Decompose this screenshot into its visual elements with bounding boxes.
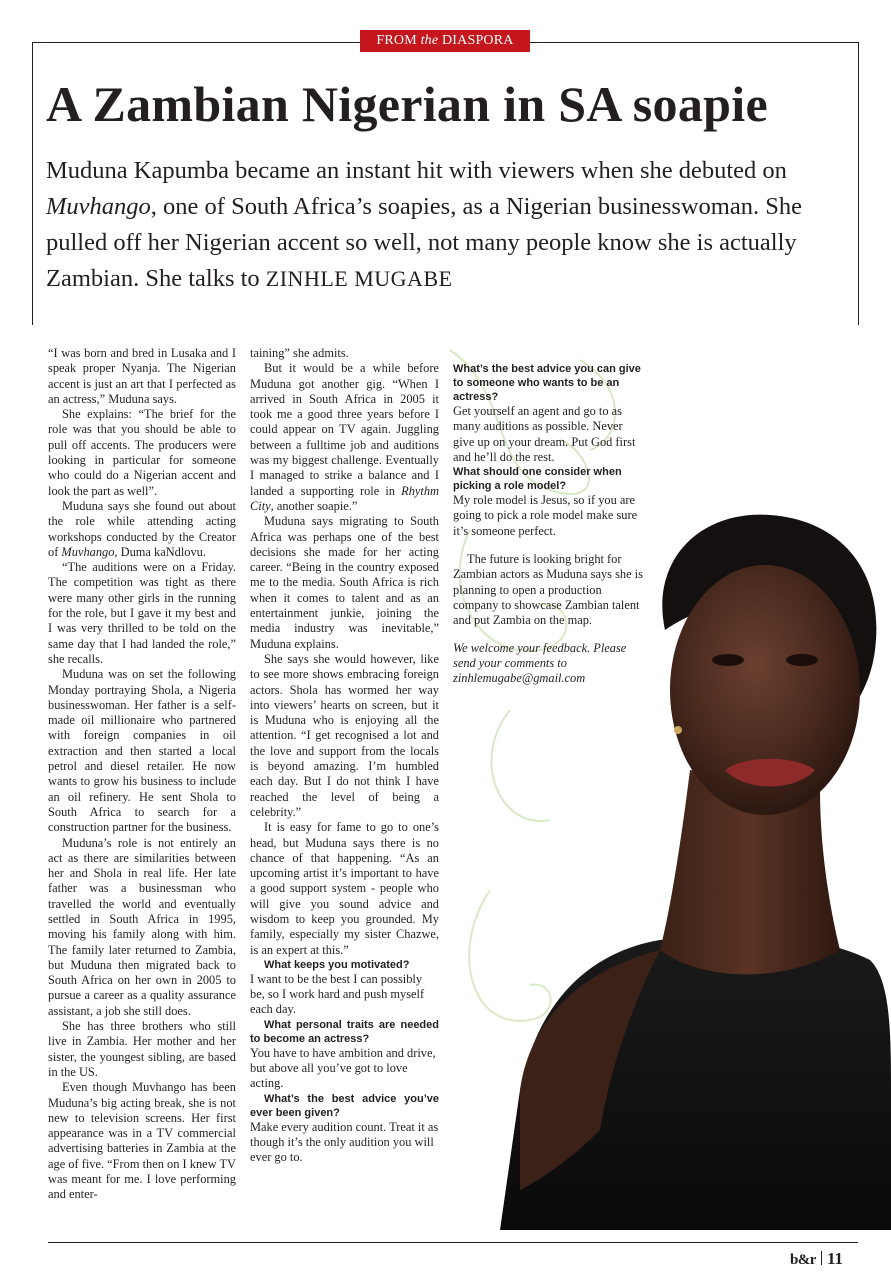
paragraph: “The auditions were on a Friday. The competition was tight as there were many other girls in the running for the role, but I gave it my best and I was very thrilled to be told on the same day that I had landed the role,” she recalls. [48,560,236,666]
paragraph: taining” she admits. [250,346,349,360]
qa-answer: Get yourself an agent and go to as many auditions as possible. Never give up on your dream. Put God first and he’ll do the rest. [453,404,636,464]
footer-divider [821,1251,822,1265]
paragraph: She has three brothers who still live in Zambia. Her mother and her sister, the youngest sibling, are based in the US. [48,1019,236,1079]
earring [674,726,682,734]
byline: ZINHLE MUGABE [265,266,453,291]
qa-answer: You have to have ambition and drive, but above all you’ve got to love acting. [250,1045,436,1091]
feedback-note: We welcome your feedback. Please send your comments to zinhlemugabe@gmail.com [453,640,627,686]
footer-rule [48,1242,858,1243]
qa-question: What’s the best advice you can give to someone who wants to be an actress? [453,363,641,403]
qa-question: What should one consider when picking a role model? [453,466,622,493]
publication-logo: b&r [789,1252,816,1268]
paragraph: Muduna says she found out about the role while attending acting workshops conducted by the Creator of Muvhango, Duma kaNdlovu. [48,498,236,559]
eye-right [786,654,818,666]
standfirst: Muduna Kapumba became an instant hit with viewers when she debuted on Muvhango, one of South Africa’s soapies, as a Nigerian businesswoman. She pulled off her Nigerian accent so well, not many people know she is actually Zambian. She talks to ZINHLE MUGABE [46,157,802,292]
qa-answer: Make every audition count. Treat it as though it’s the only audition you will ever go to. [250,1119,439,1165]
eye-left [712,654,744,666]
qa-answer: I want to be the best I can possibly be, so I work hard and push myself each day. [250,971,425,1017]
article-column-1 [48,346,236,1203]
headline: A Zambian Nigerian in SA soapie [46,76,768,132]
closing-paragraph: The future is looking bright for Zambian actors as Muduna says she is planning to open a production company to showcase Zambian talent and put Zambia on the map. [453,552,643,628]
paragraph: “I was born and bred in Lusaka and I speak proper Nyanja. The Nigerian accent is just an art that I perfected as an actress,” Muduna says. [48,346,236,406]
article-column-2 [250,346,439,1166]
paragraph: Muduna says migrating to South Africa was perhaps one of the best decisions she made for her acting career. “Being in the country exposed me to the media. South Africa is rich when it comes to talent and as an entertainment junkie, joining the media industry was inevitable,” Muduna explains. [250,514,439,651]
paragraph: She says she would however, like to see more shows embracing foreign actors. Shola has wormed her way into viewers’ hearts on screen, but it is Muduna who is enjoying all the attention. “I get recognised a lot and the love and support from the locals is beyond amazing. I’m humbled each day. But I do not think I have reached the level of being a celebrity.” [250,651,439,819]
paragraph: Muduna was on set the following Monday portraying Shola, a Nigeria businesswoman. Her father is a self-made oil millionaire who partnered with foreign companies in oil extraction and then started a local petrol and diesel retailer. He now wants to grow his business to include an oil refinery. He sent Shola to South Africa to search for a construction partner for the business. [48,667,236,835]
section-tag: FROM the DIASPORA [360,30,530,52]
paragraph: She explains: “The brief for the role was that you should be able to pull off accents. The producers were looking in particular for someone who could do a Nigerian accent and look the part as well”. [48,407,236,498]
page-footer [790,1249,843,1269]
qa-question: What personal traits are needed to become an actress? [250,1018,439,1045]
frame-right-rule [858,42,859,325]
paragraph: Even though Muvhango has been Muduna’s big acting break, she is not new to television screens. Her first appearance was in a TV commercial advertising batteries in Zambia at the age of five. “From then on I knew TV was meant for me. I love performing and enter- [48,1080,236,1202]
qa-question: What’s the best advice you’ve ever been given? [250,1092,439,1119]
paragraph: But it would be a while before Muduna got another gig. “When I arrived in South Africa in 2005 it took me a good three years before I could appear on TV again. Juggling between a fulltime job and auditions was my biggest challenge. Eventually I managed to strike a balance and I landed a supporting role in Rhythm City, another soapie.” [250,361,439,513]
article-column-3 [453,362,643,686]
paragraph: Muduna’s role is not entirely an act as there are similarities between her and Shola in real life. Her late father was a businessman who travelled the world and eventually settled in South Africa in 1995, moving his family along with him. The family later returned to Zambia, but Muduna then migrated back to South Africa on her own in 2005 to pursue a career as a quality assurance assistant, a job she still does. [48,835,236,1018]
qa-answer: My role model is Jesus, so if you are going to pick a role model make sure it’s someone perfect. [453,493,638,538]
paragraph: It is easy for fame to go to one’s head, but Muduna says there is no chance of that happening. “As an upcoming artist it’s important to have a good support system - people who will give you sound advice and wisdom to keep you grounded. My family, especially my sister Chazwe, is an expert at this.” [250,820,439,957]
page-number: 11 [826,1249,843,1268]
frame-left-rule [32,42,33,325]
qa-question: What keeps you motivated? [264,958,410,971]
